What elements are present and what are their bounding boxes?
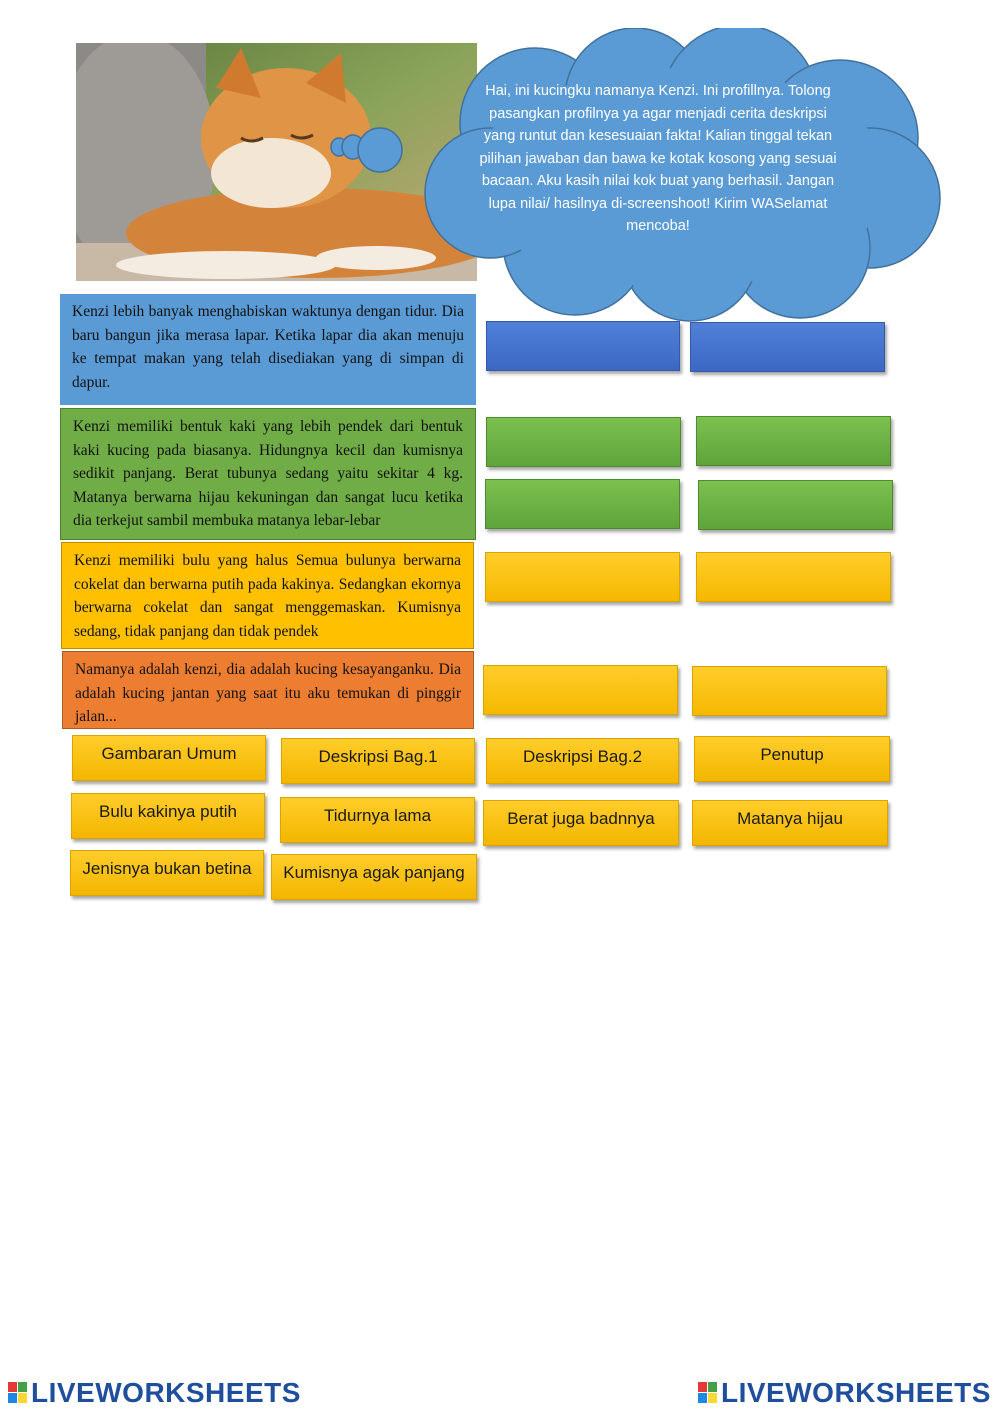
drop-slot-yellow-1[interactable] (485, 552, 680, 602)
drop-slot-green-4[interactable] (698, 480, 893, 530)
answer-chip[interactable]: Deskripsi Bag.1 (281, 738, 475, 784)
answer-chip[interactable]: Bulu kakinya putih (71, 793, 265, 839)
liveworksheets-logo-right (698, 1378, 991, 1408)
drop-slot-orange-2[interactable] (692, 666, 887, 716)
brand-wordmark: LIVEWORKSHEETS (721, 1377, 991, 1408)
drop-slot-green-2[interactable] (696, 416, 891, 466)
paragraph-orange: Namanya adalah kenzi, dia adalah kucing kesayanganku. Dia adalah kucing jantan yang saat itu aku temukan di pinggir jalan... (62, 651, 474, 729)
drop-slot-blue-1[interactable] (486, 321, 680, 371)
answer-chip[interactable]: Deskripsi Bag.2 (486, 738, 679, 784)
drop-slot-orange-1[interactable] (483, 665, 678, 715)
drop-slot-yellow-2[interactable] (696, 552, 891, 602)
answer-chip[interactable]: Matanya hijau (692, 800, 888, 846)
paragraph-yellow: Kenzi memiliki bulu yang halus Semua bulunya berwarna cokelat dan berwarna putih pada kakinya. Sedangkan ekornya berwarna cokelat dan sangat menggemaskan. Kumisnya sedang, tidak panjang dan tidak pendek (61, 542, 474, 649)
answer-chip[interactable]: Tidurnya lama (280, 797, 475, 843)
answer-chip[interactable]: Kumisnya agak panjang (271, 854, 477, 900)
thought-dots (330, 126, 410, 176)
paragraph-green: Kenzi memiliki bentuk kaki yang lebih pendek dari bentuk kaki kucing pada biasanya. Hidungnya kecil dan kumisnya sedikit panjang. Berat tubunya sedang yaitu sekitar 4 kg. Matanya berwarna hijau kekuningan dan sangat lucu ketika dia terkejut sambil membuka matanya lebar-lebar (60, 408, 476, 540)
liveworksheets-mark-icon (698, 1382, 718, 1404)
brand-wordmark: LIVEWORKSHEETS (31, 1377, 301, 1408)
drop-slot-green-1[interactable] (486, 417, 681, 467)
answer-chip[interactable]: Jenisnya bukan betina (70, 850, 264, 896)
liveworksheets-logo-left (8, 1378, 301, 1408)
answer-chip[interactable]: Berat juga badnnya (483, 800, 679, 846)
paragraph-blue: Kenzi lebih banyak menghabiskan waktunya dengan tidur. Dia baru bangun jika merasa lapar. Ketika lapar dia akan menuju ke tempat makan yang telah disediakan yang di simpan di dapur. (60, 294, 476, 405)
answer-chip[interactable]: Gambaran Umum (72, 735, 266, 781)
speech-bubble-text: Hai, ini kucingku namanya Kenzi. Ini profillnya. Tolong pasangkan profilnya ya agar menjadi cerita deskripsi yang runtut dan kesesuaian fakta! Kalian tinggal tekan pilihan jawaban dan bawa ke kotak kosong yang sesuai bacaan. Aku kasih nilai kok buat yang berhasil. Jangan lupa nilai/ hasilnya di-screenshoot! Kirim WASelamat mencoba! (479, 83, 837, 234)
drop-slot-blue-2[interactable] (690, 322, 885, 372)
drop-slot-green-3[interactable] (485, 479, 680, 529)
liveworksheets-mark-icon (8, 1382, 28, 1404)
answer-chip[interactable]: Penutup (694, 736, 890, 782)
